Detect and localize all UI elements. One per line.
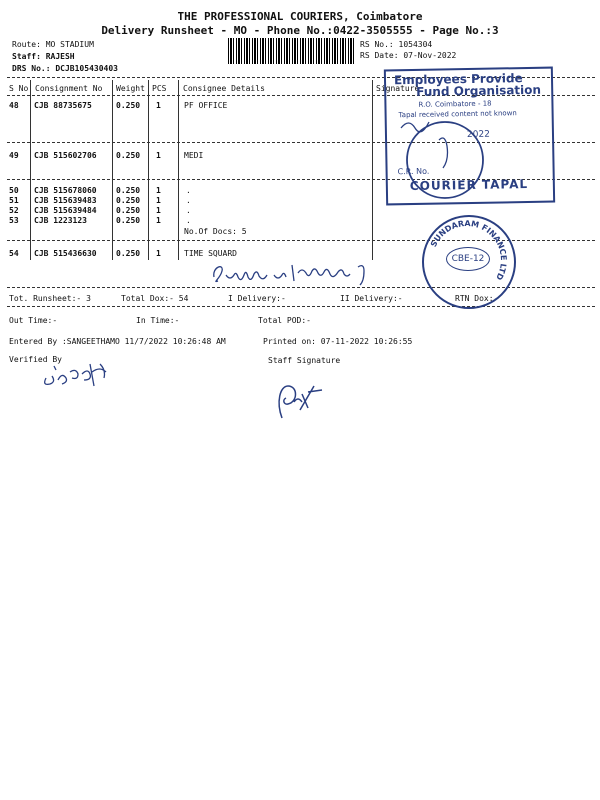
row-pcs: 1: [156, 196, 161, 205]
col-weight: Weight: [116, 84, 145, 93]
col-divider: [178, 80, 179, 260]
col-signature: Signature: [376, 84, 420, 93]
svg-text:SUNDARAM FINANCE LTD: SUNDARAM FINANCE LTD: [428, 218, 509, 282]
rtn-dox: RTN Dox:-: [455, 294, 499, 303]
row-sno: 50: [9, 186, 19, 195]
total-pod: Total POD:-: [258, 316, 311, 325]
sundaram-finance-stamp: [422, 215, 516, 309]
drs-number: DRS No.: DCJB105430403: [12, 64, 118, 73]
row-details: .: [186, 186, 191, 195]
row-weight: 0.250: [116, 216, 141, 225]
row-details: .: [186, 196, 191, 205]
verified-by-label: Verified By: [9, 355, 62, 364]
row-weight: 0.250: [116, 186, 141, 195]
staff-signature: [272, 372, 332, 424]
no-of-docs: No.Of Docs: 5: [184, 227, 247, 236]
out-time: Out Time:-: [9, 316, 58, 325]
col-pcs: PCS: [152, 84, 167, 93]
row-consignment: CJB 515639483: [34, 196, 97, 205]
stamp-text: R.O. Coimbatore - 18: [418, 99, 492, 109]
barcode: [228, 38, 356, 64]
staff-label: Staff: RAJESH: [12, 52, 75, 61]
runsheet-title: Delivery Runsheet - MO - Phone No.:0422-3505555 - Page No.:3: [101, 24, 499, 37]
col-divider: [148, 80, 149, 260]
row-weight: 0.250: [116, 206, 141, 215]
row-sno: 53: [9, 216, 19, 225]
rs-number: RS No.: 1054304: [360, 40, 433, 49]
col-divider: [372, 80, 373, 260]
stamp-text: Employees Provide: [393, 71, 523, 88]
row-consignment: CJB 1223123: [34, 216, 87, 225]
row-pcs: 1: [156, 249, 161, 258]
row-pcs: 1: [156, 151, 161, 160]
row-sno: 52: [9, 206, 19, 215]
row-pcs: 1: [156, 206, 161, 215]
total-runsheet: Tot. Runsheet:- 3: [9, 294, 91, 303]
row-sno: 49: [9, 151, 19, 160]
row-sno: 51: [9, 196, 19, 205]
stamp-text: Fund Organisation: [416, 82, 542, 99]
in-time: In Time:-: [136, 316, 180, 325]
row-weight: 0.250: [116, 101, 141, 110]
row-consignment: CJB 515639484: [34, 206, 97, 215]
stamp-courier: COURIER TAPAL: [409, 176, 529, 194]
ii-delivery: II Delivery:-: [340, 294, 403, 303]
row-details: .: [186, 206, 191, 215]
row-details: TIME SQUARD: [184, 249, 237, 258]
stamp-crno: C.R. No.: [397, 166, 430, 177]
printed-on: Printed on: 07-11-2022 10:26:55: [263, 337, 413, 346]
stamp-text: Tapal received content not known: [398, 109, 517, 120]
row-consignment: CJB 515678060: [34, 186, 97, 195]
row-sno: 54: [9, 249, 19, 258]
handwritten-consignee-signature: [210, 255, 380, 289]
row-pcs: 1: [156, 216, 161, 225]
row-details: MEDI: [184, 151, 204, 160]
stamp-seal-circle: [395, 110, 495, 200]
col-sno: S No: [9, 84, 29, 93]
row-pcs: 1: [156, 186, 161, 195]
route-label: Route: MO STADIUM: [12, 40, 94, 49]
row-weight: 0.250: [116, 196, 141, 205]
row-consignment: CJB 515602706: [34, 151, 97, 160]
total-dox: Total Dox:- 54: [121, 294, 189, 303]
staff-signature-label: Staff Signature: [268, 356, 341, 365]
i-delivery: I Delivery:-: [228, 294, 286, 303]
col-divider: [112, 80, 113, 260]
col-consignee: Consignee Details: [183, 84, 265, 93]
row-weight: 0.250: [116, 151, 141, 160]
row-pcs: 1: [156, 101, 161, 110]
row-details: .: [186, 216, 191, 225]
col-divider: [30, 80, 31, 260]
entered-by: Entered By :SANGEETHAMO 11/7/2022 10:26:48 AM: [9, 337, 226, 346]
row-sno: 48: [9, 101, 19, 110]
col-consignment: Consignment No: [35, 84, 103, 93]
row-details: PF OFFICE: [184, 101, 228, 110]
totals-rule: [7, 306, 595, 307]
verified-by-signature: [40, 362, 120, 390]
stamp-code: CBE-12: [446, 247, 490, 271]
row-weight: 0.250: [116, 249, 141, 258]
row-consignment: CJB 88735675: [34, 101, 92, 110]
stamp-date: 2022: [466, 129, 490, 141]
rs-date: RS Date: 07-Nov-2022: [360, 51, 457, 60]
company-title: THE PROFESSIONAL COURIERS, Coimbatore: [177, 10, 423, 23]
row-consignment: CJB 515436630: [34, 249, 97, 258]
